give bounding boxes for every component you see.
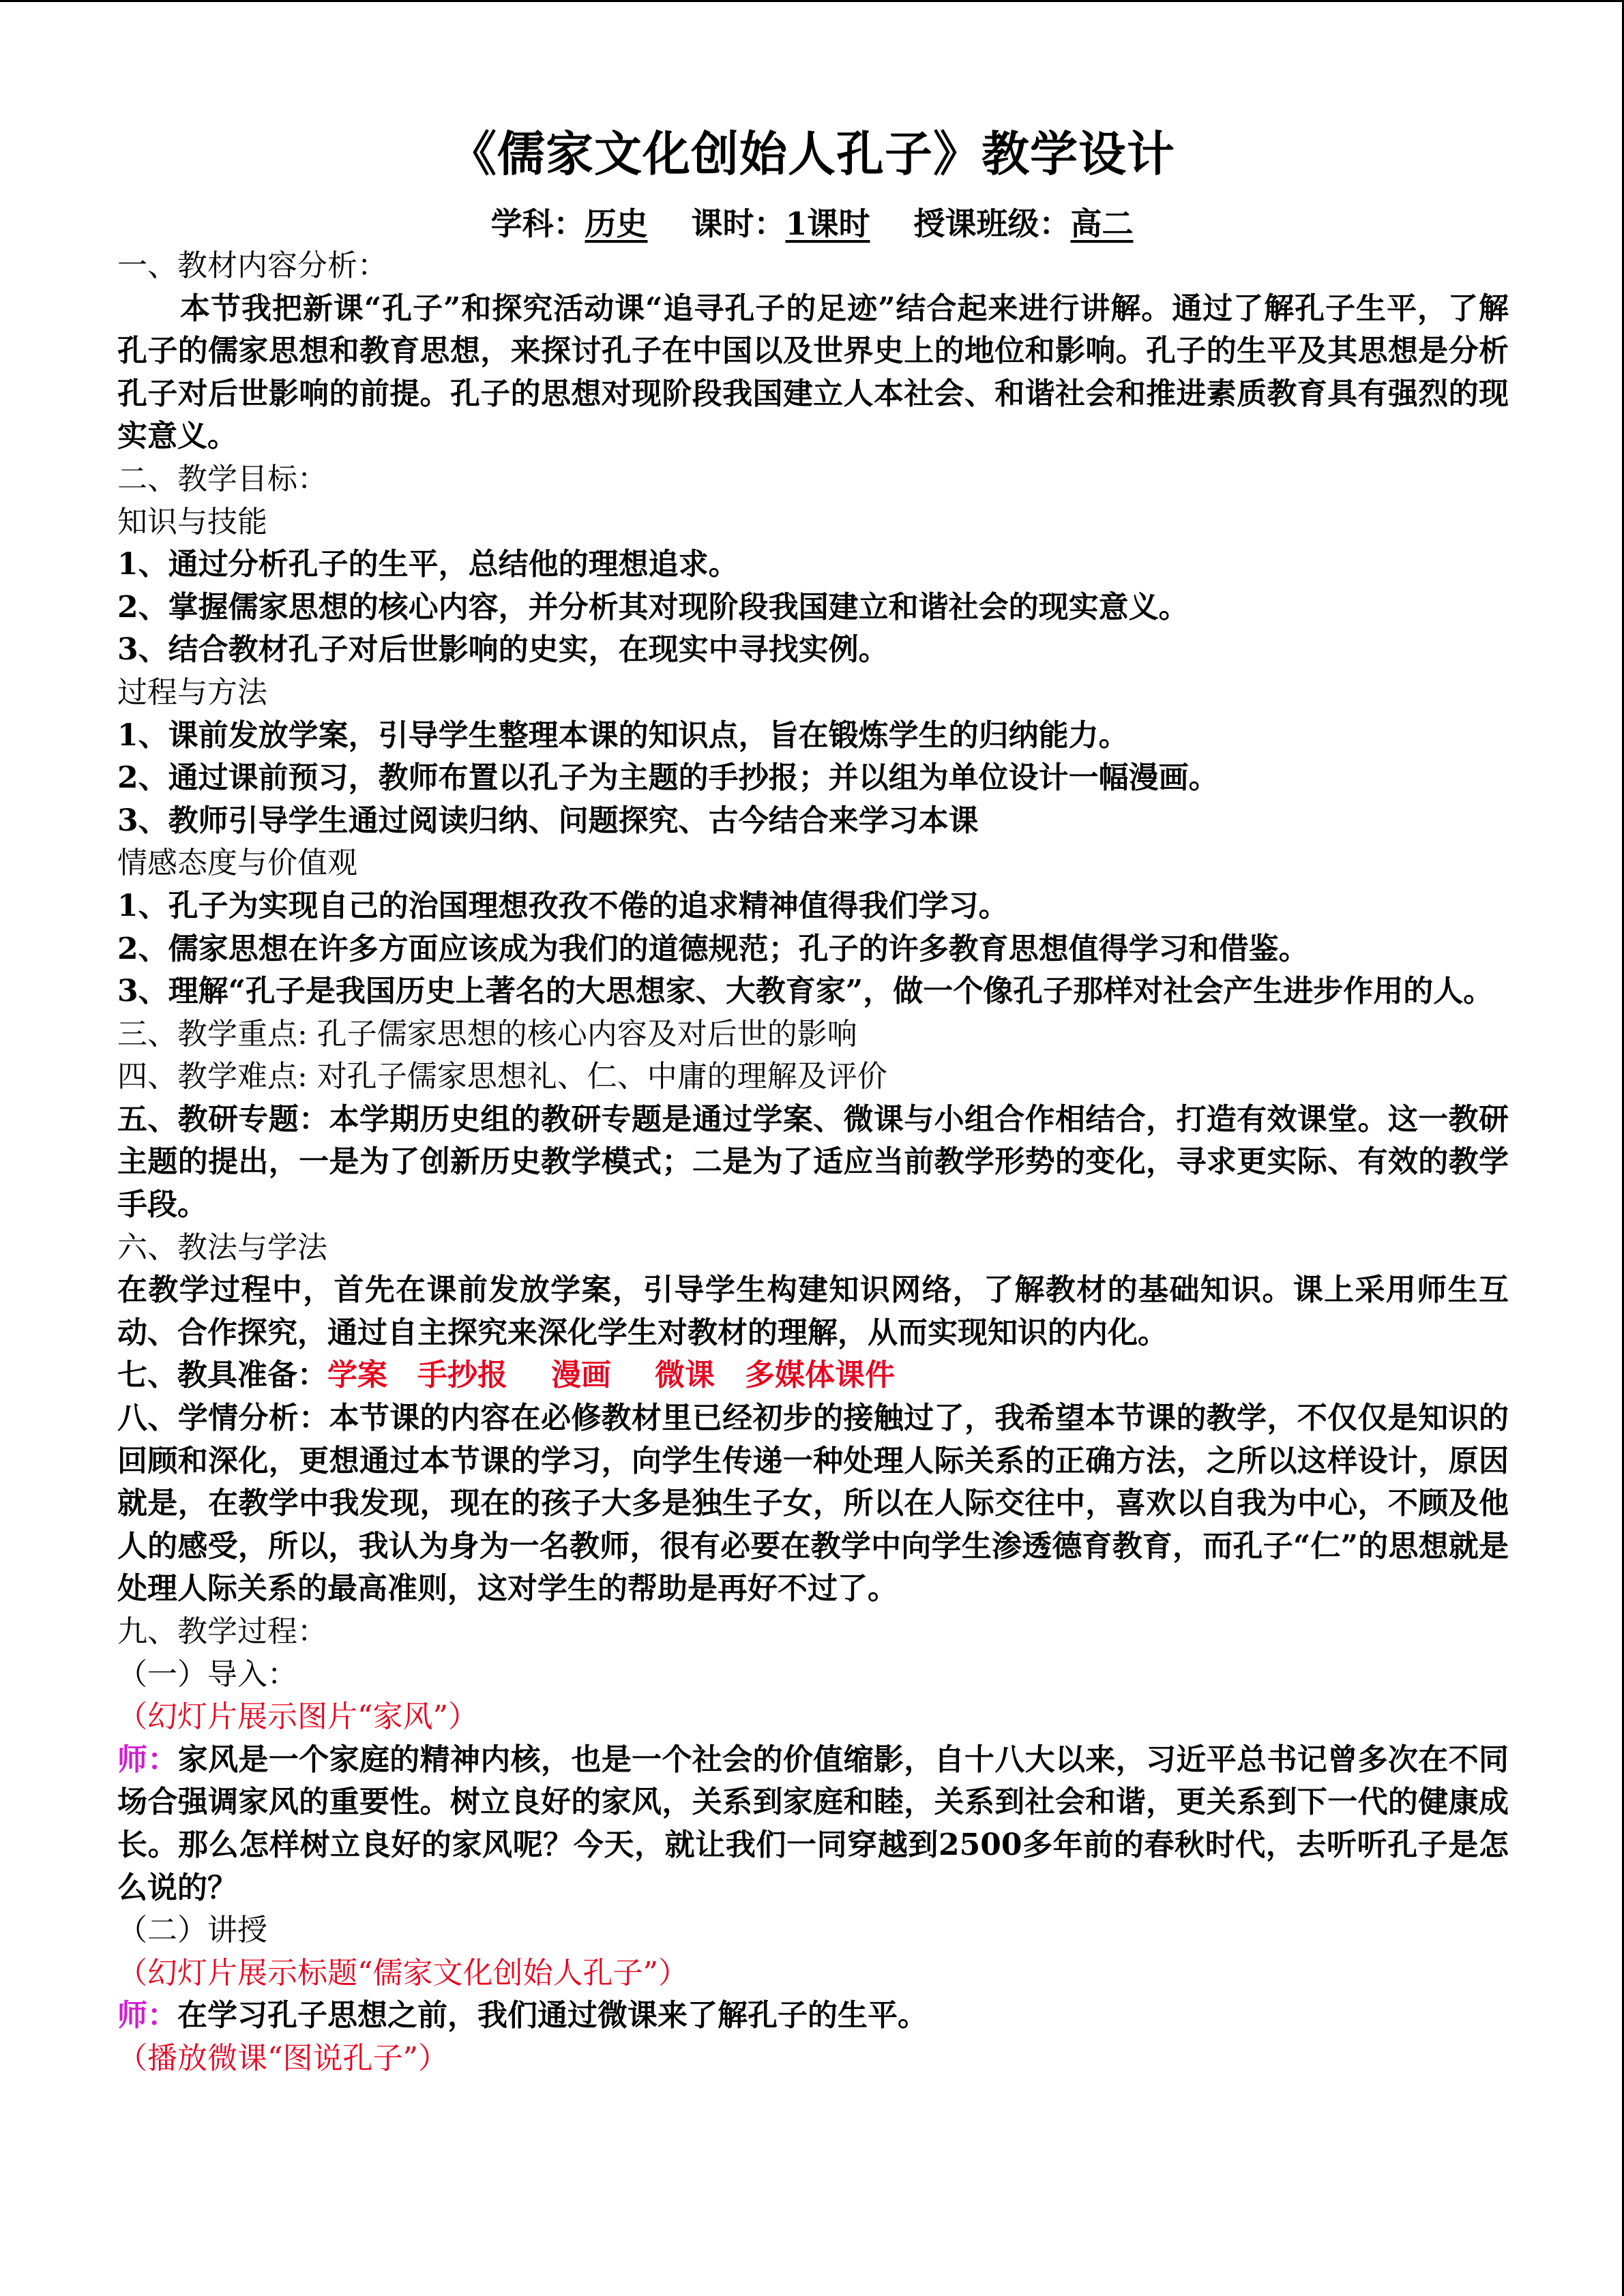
knowledge-item-2: 2、掌握儒家思想的核心内容，并分析其对现阶段我国建立和谐社会的现实意义。 bbox=[117, 589, 1189, 625]
process-item-2: 2、通过课前预习，教师布置以孔子为主题的手抄报；并以组为单位设计一幅漫画。 bbox=[117, 760, 1219, 796]
section-9-heading: 九、教学过程： bbox=[117, 1614, 327, 1649]
section-7-heading: 七、教具准备： bbox=[117, 1358, 327, 1393]
knowledge-heading: 知识与技能 bbox=[117, 504, 267, 539]
tool-item-4: 微课 bbox=[655, 1358, 715, 1393]
class-label: 授课班级： bbox=[913, 205, 1071, 242]
section-4: 四、教学难点: 对孔子儒家思想礼、仁、中庸的理解及评价 bbox=[117, 1059, 887, 1094]
subject-label: 学科： bbox=[490, 205, 585, 242]
intro-slide-note: （幻灯片展示图片“家风”） bbox=[117, 1699, 478, 1735]
period-label: 课时： bbox=[691, 205, 786, 242]
tool-item-1: 学案 bbox=[327, 1358, 387, 1393]
intro-heading: （一）导入： bbox=[117, 1656, 297, 1692]
document-title: 《儒家文化创始人孔子》教学设计 bbox=[449, 125, 1175, 182]
intro-teacher-label: 师： bbox=[117, 1742, 178, 1777]
lecture-teacher-speech bbox=[117, 1995, 1509, 2038]
course-info-line bbox=[0, 200, 1624, 248]
lecture-video-note: （播放微课“图说孔子”） bbox=[117, 2040, 448, 2076]
knowledge-item-1: 1、通过分析孔子的生平，总结他的理想追求。 bbox=[117, 547, 739, 582]
class-value: 高二 bbox=[1070, 205, 1134, 242]
lecture-heading: （二）讲授 bbox=[117, 1913, 267, 1948]
section-2-heading: 二、教学目标： bbox=[117, 461, 327, 496]
lecture-teacher-text: 在学习孔子思想之前，我们通过微课来了解孔子的生平。 bbox=[177, 1998, 928, 2033]
section-6-heading: 六、教法与学法 bbox=[117, 1229, 327, 1265]
section-8: 八、学情分析：本节课的内容在必修教材里已经初步的接触过了，我希望本节课的教学，不仅仅是知识的回顾和深化，更想通过本节课的学习，向学生传递一种处理人际关系的正确方法，之所以这样设计，原因就是，在教学中我发现，现在的孩子大多是独生子女，所以在人际交往中，喜欢以自我为中心，不顾及他人的感受，所以，我认为身为一名教师，很有必要在教学中向学生渗透德育教育，而孔子“仁”的思想就是处理人际关系的最高准则，这对学生的帮助是再好不过了。 bbox=[117, 1401, 1509, 1607]
section-3: 三、教学重点: 孔子儒家思想的核心内容及对后世的影响 bbox=[117, 1016, 857, 1052]
lecture-slide-note: （幻灯片展示标题“儒家文化创始人孔子”） bbox=[117, 1955, 688, 1991]
knowledge-item-3: 3、结合教材孔子对后世影响的史实，在现实中寻找实例。 bbox=[117, 632, 889, 668]
emotion-heading: 情感态度与价值观 bbox=[117, 846, 357, 881]
subject-value: 历史 bbox=[585, 205, 648, 242]
process-heading: 过程与方法 bbox=[117, 674, 267, 710]
tool-item-5: 多媒体课件 bbox=[745, 1358, 895, 1393]
section-6-body: 在教学过程中，首先在课前发放学案，引导学生构建知识网络，了解教材的基础知识。课上采用师生互动、合作探究，通过自主探究来深化学生对教材的理解，从而实现知识的内化。 bbox=[117, 1272, 1509, 1350]
emotion-item-3: 3、理解“孔子是我国历史上著名的大思想家、大教育家”，做一个像孔子那样对社会产生进步作用的人。 bbox=[117, 974, 1494, 1009]
document-body bbox=[117, 245, 1509, 2081]
intro-teacher-text: 家风是一个家庭的精神内核，也是一个社会的价值缩影，自十八大以来，习近平总书记曾多次在不同场合强调家风的重要性。树立良好的家风，关系到家庭和睦，关系到社会和谐，更关系到下一代的健康成长。那么怎样树立良好的家风呢？今天，就让我们一同穿越到2500多年前的春秋时代，去听听孔子是怎么说的？ bbox=[117, 1742, 1509, 1905]
section-7 bbox=[117, 1354, 1509, 1397]
period-value: 1课时 bbox=[785, 205, 870, 242]
emotion-item-1: 1、孔子为实现自己的治国理想孜孜不倦的追求精神值得我们学习。 bbox=[117, 888, 1009, 923]
tool-item-2: 手抄报 bbox=[417, 1358, 507, 1393]
section-5: 五、教研专题：本学期历史组的教研专题是通过学案、微课与小组合作相结合，打造有效课堂。这一教研主题的提出，一是为了创新历史教学模式；二是为了适应当前教学形势的变化，寻求更实际、有效的教学手段。 bbox=[117, 1101, 1509, 1223]
process-item-1: 1、课前发放学案，引导学生整理本课的知识点，旨在锻炼学生的归纳能力。 bbox=[117, 717, 1129, 753]
process-item-3: 3、教师引导学生通过阅读归纳、问题探究、古今结合来学习本课 bbox=[117, 803, 979, 838]
intro-teacher-speech bbox=[117, 1739, 1509, 1909]
tool-item-3: 漫画 bbox=[551, 1358, 611, 1393]
emotion-item-2: 2、儒家思想在许多方面应该成为我们的道德规范；孔子的许多教育思想值得学习和借鉴。 bbox=[117, 931, 1309, 966]
section-1-heading: 一、教材内容分析： bbox=[117, 248, 387, 283]
section-1-body: 本节我把新课“孔子”和探究活动课“追寻孔子的足迹”结合起来进行讲解。通过了解孔子生平，了解孔子的儒家思想和教育思想，来探讨孔子在中国以及世界史上的地位和影响。孔子的生平及其思想是分析孔子对后世影响的前提。孔子的思想对现阶段我国建立人本社会、和谐社会和推进素质教育具有强烈的现实意义。 bbox=[117, 290, 1509, 454]
lecture-teacher-label: 师： bbox=[117, 1998, 177, 2033]
